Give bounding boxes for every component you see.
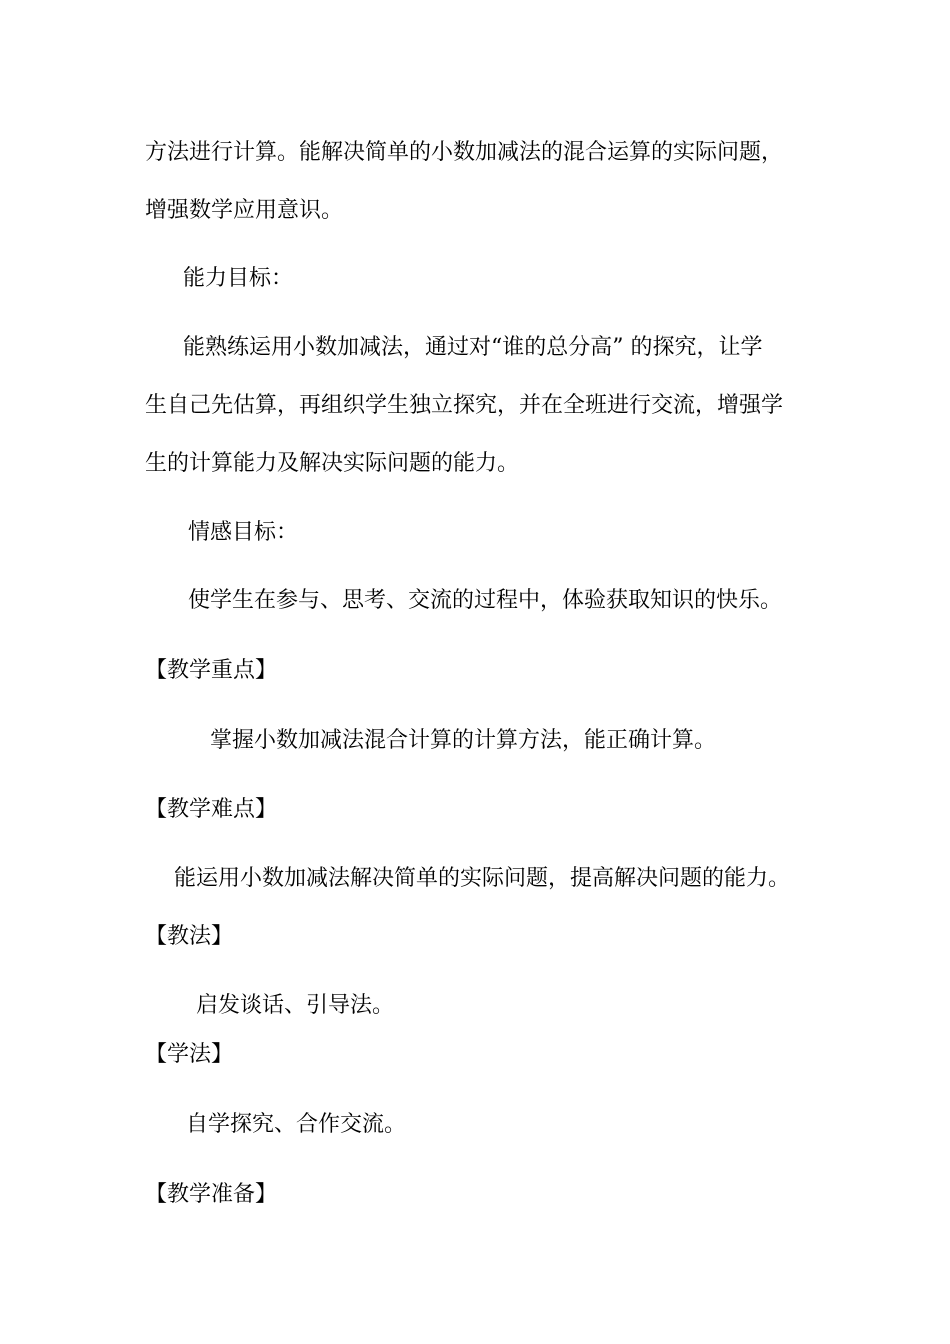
body-line-6: 使学生在参与、思考、交流的过程中，体验获取知识的快乐。 <box>188 588 783 613</box>
heading-emotion-goal: 情感目标： <box>188 520 299 545</box>
body-line-9: 启发谈话、引导法。 <box>196 993 395 1018</box>
body-line-8: 能运用小数加减法解决简单的实际问题，提高解决问题的能力。 <box>174 866 791 891</box>
heading-ability-goal: 能力目标： <box>183 266 294 291</box>
section-learning-method: 【学法】 <box>145 1042 234 1067</box>
body-line-7: 掌握小数加减法混合计算的计算方法，能正确计算。 <box>210 728 717 753</box>
section-difficulties: 【教学难点】 <box>145 797 278 822</box>
body-line-10: 自学探究、合作交流。 <box>186 1112 407 1137</box>
section-key-points: 【教学重点】 <box>145 658 278 683</box>
body-line-3: 能熟练运用小数加减法，通过对“谁的总分高” 的探究，让学 <box>183 335 763 360</box>
section-teaching-method: 【教法】 <box>145 924 234 949</box>
body-line-4: 生自己先估算，再组织学生独立探究，并在全班进行交流，增强学 <box>145 393 784 418</box>
body-line-2: 增强数学应用意识。 <box>145 198 344 223</box>
body-line-1: 方法进行计算。能解决简单的小数加减法的混合运算的实际问题， <box>145 140 784 165</box>
section-preparation: 【教学准备】 <box>145 1182 278 1207</box>
body-line-5: 生的计算能力及解决实际问题的能力。 <box>145 451 520 476</box>
